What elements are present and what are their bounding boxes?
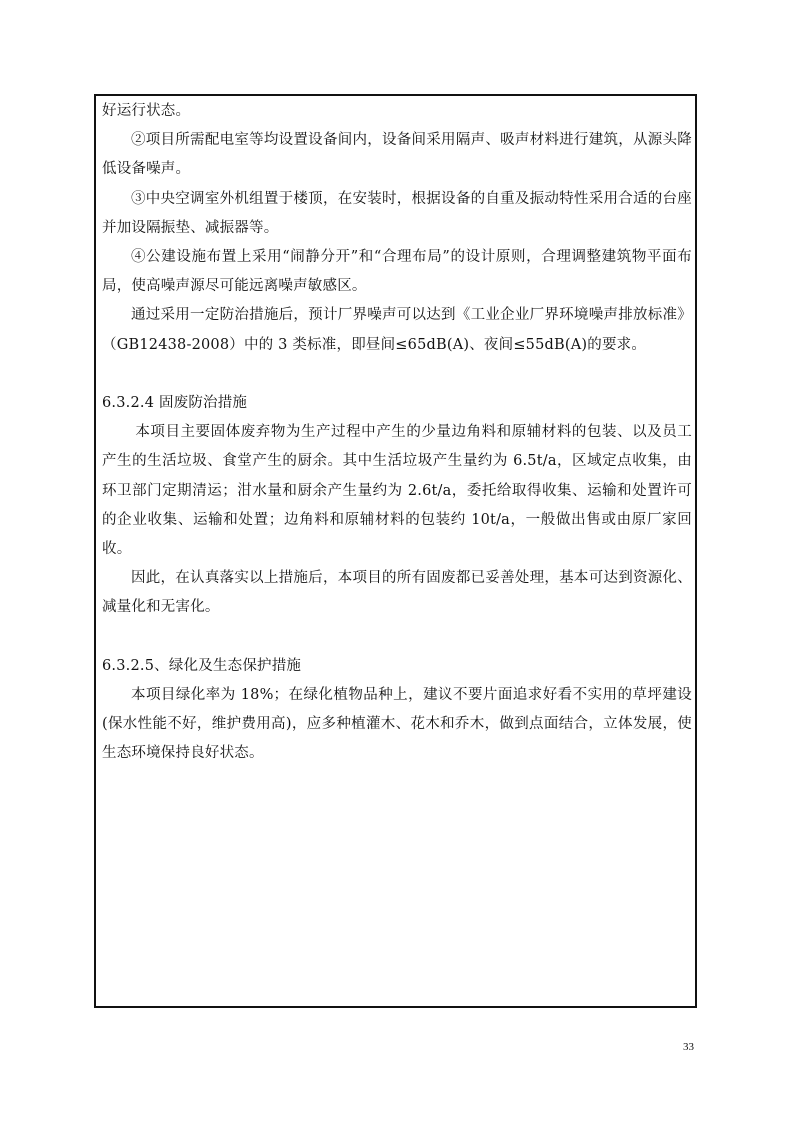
paragraph-noise-standard: 通过采用一定防治措施后，预计厂界噪声可以达到《工业企业厂界环境噪声排放标准》（GB12438-2008）中的 3 类标准，即昼间≤65dB(A)、夜间≤55dB(A)的要求。	[102, 307, 692, 353]
paragraph-noise-measure-3: ③中央空调室外机组置于楼顶，在安装时，根据设备的自重及振动特性采用合适的台座并加设隔振垫、减振器等。	[102, 190, 692, 236]
paragraph-noise-measure-2: ②项目所需配电室等均设置设备间内，设备间采用隔声、吸声材料进行建筑，从源头降低设备噪声。	[102, 132, 692, 178]
paragraph-solid-waste: 本项目主要固体废弃物为生产过程中产生的少量边角料和原辅材料的包装、以及员工产生的生活垃圾、食堂产生的厨余。其中生活垃圾产生量约为 6.5t/a，区域定点收集，由环卫部门定期清运；泔水量和厨余产生量约为 2.6t/a，委托给取得收集、运输和处置许可的企业收集、运输和处置；边角料和原辅材料的包装约 10t/a，一般做出售或由原厂家回收。	[102, 424, 692, 558]
page-number: 33	[683, 1041, 694, 1053]
paragraph-gap	[102, 360, 692, 389]
section-heading-solid-waste: 6.3.2.4 固废防治措施	[102, 395, 248, 412]
section-heading-greening: 6.3.2.5、绿化及生态保护措施	[102, 657, 302, 674]
document-body	[102, 97, 692, 769]
paragraph-solid-waste-conclusion: 因此，在认真落实以上措施后，本项目的所有固废都已妥善处理，基本可达到资源化、减量化和无害化。	[102, 570, 692, 616]
paragraph-noise-measure-4: ④公建设施布置上采用“闹静分开”和“合理布局”的设计原则，合理调整建筑物平面布局，使高噪声源尽可能远离噪声敏感区。	[102, 249, 692, 295]
paragraph-gap	[102, 623, 692, 652]
paragraph-greening: 本项目绿化率为 18%；在绿化植物品种上，建议不要片面追求好看不实用的草坪建设(保水性能不好，维护费用高)，应多种植灌木、花木和乔木，做到点面结合，立体发展，使生态环境保持良好状态。	[102, 687, 692, 762]
paragraph-continuation: 好运行状态。	[102, 103, 191, 119]
